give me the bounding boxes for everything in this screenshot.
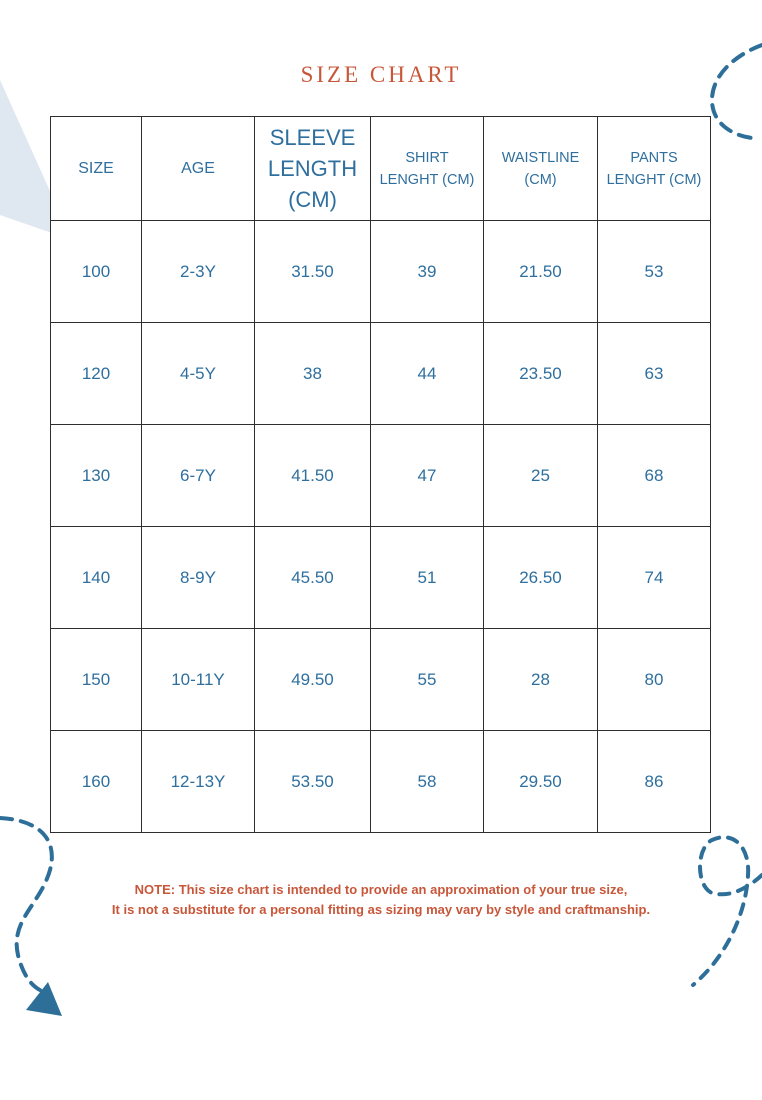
- header-sleeve-line3: (CM): [288, 187, 337, 212]
- size-chart-table: [50, 116, 716, 832]
- table-row: [50, 730, 716, 832]
- header-sleeve-length: [254, 116, 371, 221]
- cell-shirt: 55: [370, 628, 484, 731]
- header-pants-line2: LENGHT (CM): [606, 171, 702, 188]
- cell-waist: 29.50: [483, 730, 598, 833]
- cell-shirt: 58: [370, 730, 484, 833]
- header-sleeve-line1: SLEEVE: [269, 125, 356, 150]
- cell-age: 2-3Y: [141, 220, 255, 323]
- note-line-2: It is not a substitute for a personal fitting as sizing may vary by style and craftmanship.: [111, 902, 651, 917]
- cell-pants: 68: [597, 424, 711, 527]
- cell-waist: 26.50: [483, 526, 598, 629]
- cell-pants: 86: [597, 730, 711, 833]
- cell-age: 6-7Y: [141, 424, 255, 527]
- cell-age: 10-11Y: [141, 628, 255, 731]
- cell-sleeve: 45.50: [254, 526, 371, 629]
- cell-age: 4-5Y: [141, 322, 255, 425]
- header-shirt-line2: LENGHT (CM): [379, 171, 475, 188]
- header-pants-line1: PANTS: [630, 149, 678, 166]
- arrow-head-icon: [26, 982, 62, 1016]
- page-title: SIZE CHART: [300, 62, 462, 87]
- table-row: [50, 628, 716, 730]
- cell-shirt: 39: [370, 220, 484, 323]
- cell-waist: 23.50: [483, 322, 598, 425]
- header-waist-line1: WAISTLINE: [501, 149, 580, 166]
- cell-sleeve: 38: [254, 322, 371, 425]
- cell-sleeve: 41.50: [254, 424, 371, 527]
- header-waistline: [483, 116, 598, 221]
- cell-waist: 28: [483, 628, 598, 731]
- table-row: [50, 220, 716, 322]
- cell-size: 130: [50, 424, 142, 527]
- cell-sleeve: 31.50: [254, 220, 371, 323]
- cell-size: 160: [50, 730, 142, 833]
- cell-pants: 74: [597, 526, 711, 629]
- table-row: [50, 424, 716, 526]
- cell-shirt: 51: [370, 526, 484, 629]
- header-age: AGE: [141, 116, 255, 221]
- table-row: [50, 526, 716, 628]
- dashed-loop-top-right: [712, 45, 762, 138]
- table-row: [50, 322, 716, 424]
- header-sleeve-line2: LENGTH: [267, 156, 358, 181]
- cell-age: 8-9Y: [141, 526, 255, 629]
- cell-shirt: 47: [370, 424, 484, 527]
- cell-sleeve: 49.50: [254, 628, 371, 731]
- cell-age: 12-13Y: [141, 730, 255, 833]
- fitting-note: [0, 880, 762, 920]
- cell-sleeve: 53.50: [254, 730, 371, 833]
- header-shirt-length: [370, 116, 484, 221]
- cell-shirt: 44: [370, 322, 484, 425]
- cell-size: 140: [50, 526, 142, 629]
- header-waist-line2: (CM): [524, 171, 557, 188]
- cell-size: 120: [50, 322, 142, 425]
- header-pants-length: [597, 116, 711, 221]
- table-header-row: [50, 116, 716, 220]
- cell-waist: 21.50: [483, 220, 598, 323]
- cell-size: 150: [50, 628, 142, 731]
- cell-pants: 53: [597, 220, 711, 323]
- cell-waist: 25: [483, 424, 598, 527]
- note-line-1: NOTE: This size chart is intended to provide an approximation of your true size,: [134, 882, 628, 897]
- cell-pants: 63: [597, 322, 711, 425]
- header-size: SIZE: [50, 116, 142, 221]
- header-shirt-line1: SHIRT: [405, 149, 449, 166]
- cell-size: 100: [50, 220, 142, 323]
- cell-pants: 80: [597, 628, 711, 731]
